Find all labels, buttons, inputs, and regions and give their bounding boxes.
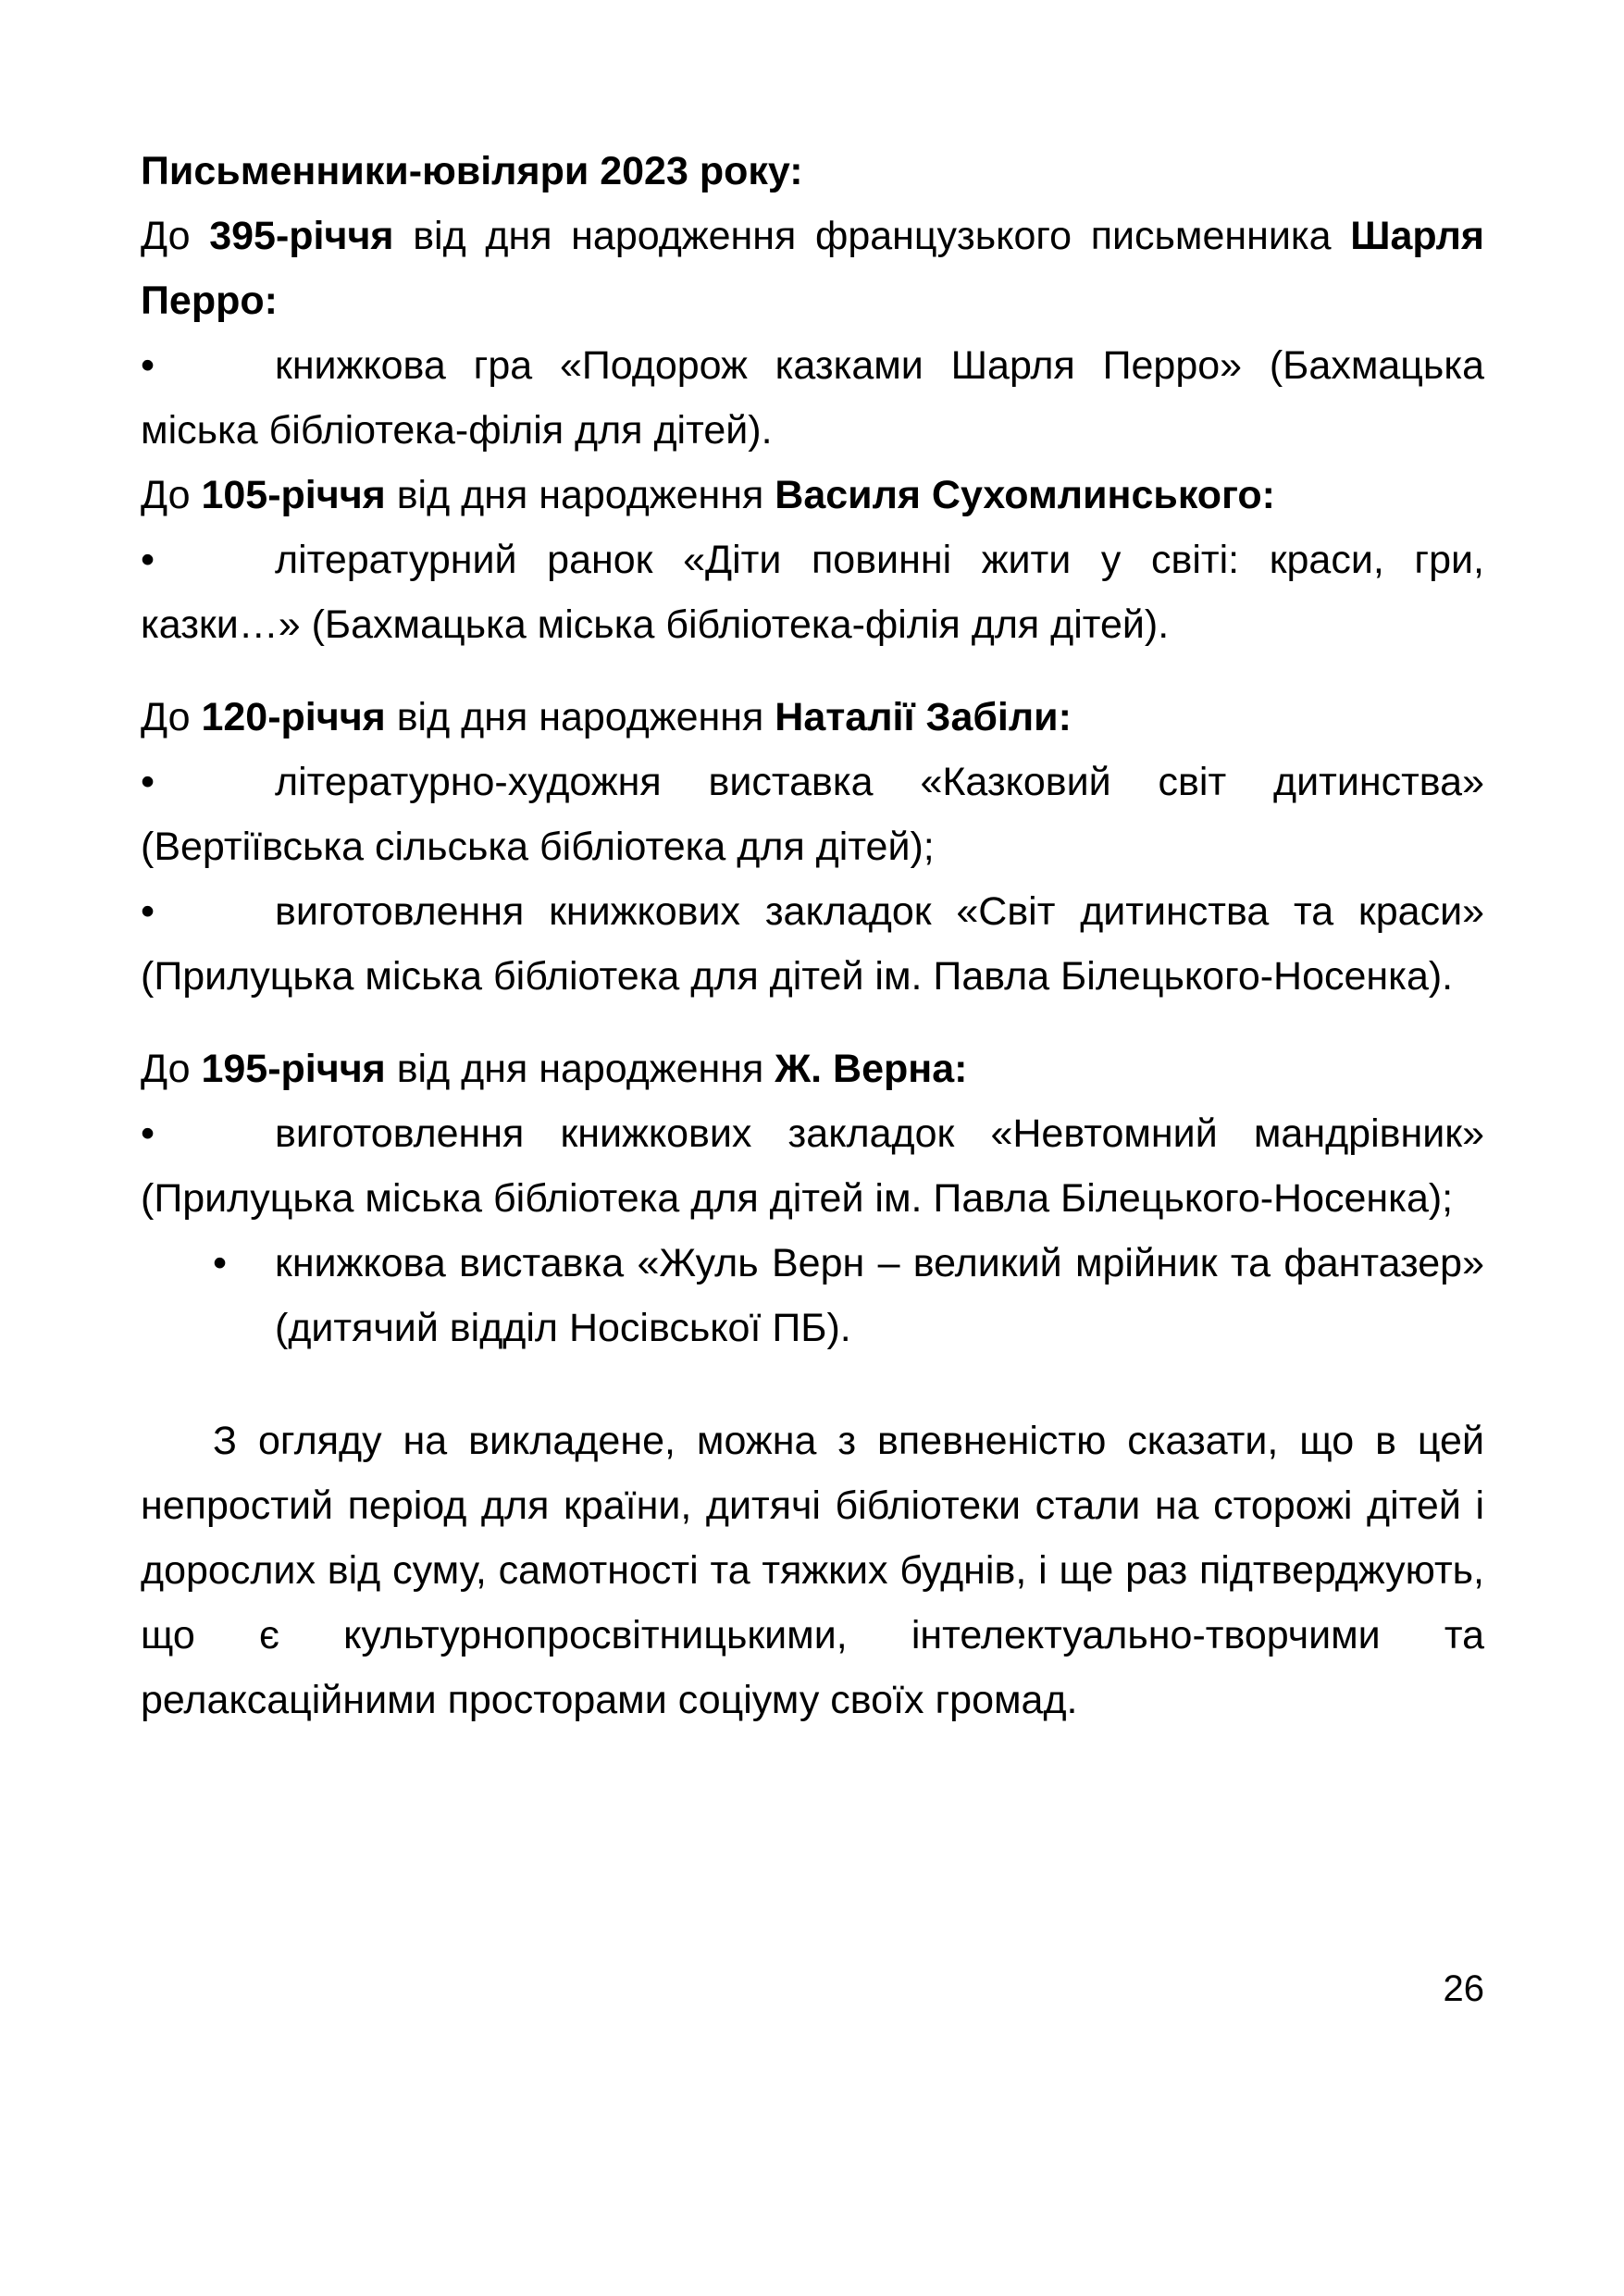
- bullet-icon: •: [141, 538, 155, 582]
- list-item: [141, 333, 1484, 463]
- anniversary-text: від дня народження: [385, 1047, 775, 1091]
- anniversary-prefix: До: [141, 695, 202, 739]
- anniversary-perrault: [141, 204, 1484, 333]
- list-item: [141, 1101, 1484, 1231]
- anniversary-prefix: До: [141, 473, 202, 517]
- bullet-icon: •: [213, 1241, 228, 1285]
- conclusion-paragraph: З огляду на викладене, можна з впевненістю сказати, що в цей непростий період для країни, дитячі бібліотеки стали на сторожі дітей і дорослих від суму, самотності та тяжких буднів, і ще раз підтверджують, що є культурнопросвітницькими, інтелектуально-творчими та релаксаційними просторами соціуму своїх громад.: [141, 1419, 1484, 1722]
- bullet-icon: •: [141, 760, 155, 804]
- page-number: 26: [1443, 1968, 1484, 2009]
- anniversary-prefix: До: [141, 214, 210, 258]
- anniversary-text: від дня народження: [385, 473, 775, 517]
- list-item: [141, 527, 1484, 657]
- list-item-text: літературно-художня виставка «Казковий світ дитинства» (Вертіївська сільська бібліотека для дітей);: [141, 760, 1484, 869]
- anniversary-verne: [141, 1036, 1484, 1101]
- list-item-text: книжкова гра «Подорож казками Шарля Перро» (Бахмацька міська бібліотека-філія для дітей).: [141, 343, 1484, 453]
- anniversary-sukhomlynsky: [141, 463, 1484, 527]
- list-item: [141, 750, 1484, 879]
- spacer: [141, 657, 1484, 685]
- writer-name: Василя Сухомлинського:: [775, 473, 1275, 517]
- anniversary-prefix: До: [141, 1047, 202, 1091]
- list-item-text: літературний ранок «Діти повинні жити у світі: краси, гри, казки…» (Бахмацька міська бібліотека-філія для дітей).: [141, 538, 1484, 647]
- anniversary-number: 105-річчя: [201, 473, 386, 517]
- anniversary-text: від дня народження французького письменника: [393, 214, 1351, 258]
- list-item: [141, 879, 1484, 1009]
- writer-name: Шарля Перро:: [141, 214, 1484, 323]
- spacer: [141, 1009, 1484, 1036]
- section-heading: Письменники-ювіляри 2023 року:: [141, 149, 803, 193]
- list-item-text: виготовлення книжкових закладок «Світ дитинства та краси» (Прилуцька міська бібліотека для дітей ім. Павла Білецького-Носенка).: [141, 889, 1484, 999]
- anniversary-number: 120-річчя: [201, 695, 386, 739]
- list-item: [141, 1231, 1484, 1360]
- bullet-icon: •: [141, 1111, 155, 1156]
- anniversary-text: від дня народження: [385, 695, 775, 739]
- list-item-text: книжкова виставка «Жуль Верн – великий мрійник та фантазер» (дитячий відділ Носівської ПБ).: [275, 1241, 1484, 1350]
- list-item-text: виготовлення книжкових закладок «Невтомний мандрівник» (Прилуцька міська бібліотека для дітей ім. Павла Білецького-Носенка);: [141, 1111, 1484, 1221]
- spacer: [141, 1360, 1484, 1409]
- writer-name: Ж. Верна:: [775, 1047, 968, 1091]
- bullet-icon: •: [141, 889, 155, 934]
- writer-name: Наталії Забіли:: [775, 695, 1072, 739]
- anniversary-zabila: [141, 685, 1484, 750]
- document-page: [141, 139, 1484, 1732]
- bullet-icon: •: [141, 343, 155, 388]
- anniversary-number: 195-річчя: [201, 1047, 386, 1091]
- anniversary-number: 395-річчя: [209, 214, 394, 258]
